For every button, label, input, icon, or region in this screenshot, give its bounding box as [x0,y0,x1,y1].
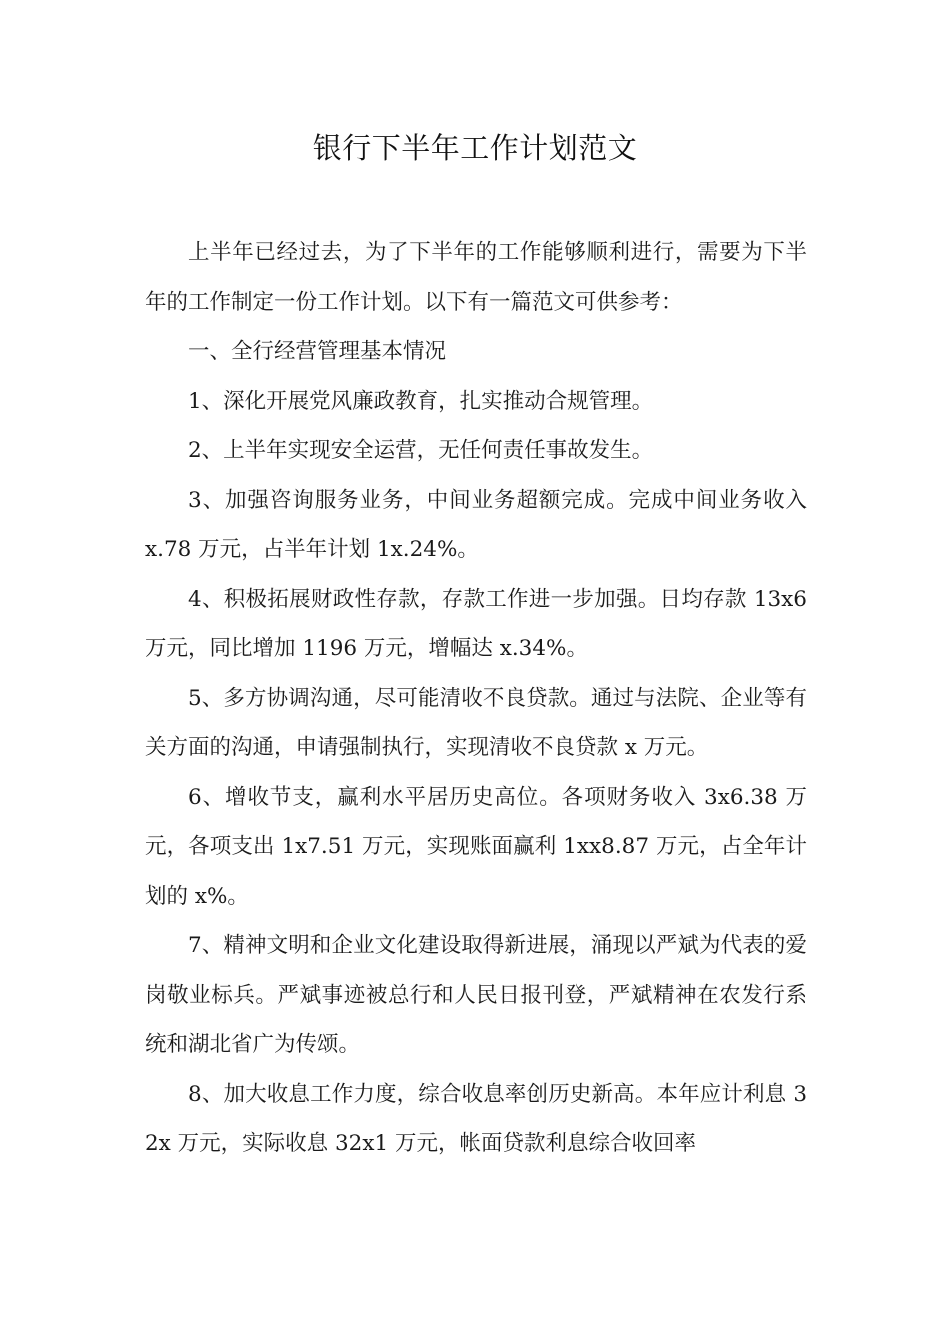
document-body [145,228,807,1169]
paragraph-intro: 上半年已经过去，为了下半年的工作能够顺利进行，需要为下半年的工作制定一份工作计划。以下有一篇范文可供参考： [145,240,807,315]
list-item: 5、多方协调沟通，尽可能清收不良贷款。通过与法院、企业等有关方面的沟通，申请强制执行，实现清收不良贷款 x 万元。 [145,685,807,760]
list-item: 4、积极拓展财政性存款，存款工作进一步加强。日均存款 13x6 万元，同比增加 1196 万元，增幅达 x.34%。 [145,586,807,661]
document-title: 银行下半年工作计划范文 [312,131,638,165]
list-item: 8、加大收息工作力度，综合收息率创历史新高。本年应计利息 32x 万元，实际收息 32x1 万元，帐面贷款利息综合收回率 [145,1081,807,1156]
list-item: 2、上半年实现安全运营，无任何责任事故发生。 [188,438,654,463]
list-item: 1、深化开展党风廉政教育，扎实推动合规管理。 [188,388,654,414]
list-item: 7、精神文明和企业文化建设取得新进展，涌现以严斌为代表的爱岗敬业标兵。严斌事迹被总行和人民日报刊登，严斌精神在农发行系统和湖北省广为传颂。 [145,933,807,1057]
list-item: 3、加强咨询服务业务，中间业务超额完成。完成中间业务收入 x.78 万元，占半年计划 1x.24%。 [145,487,807,562]
section-heading: 一、全行经营管理基本情况 [188,339,447,364]
list-item: 6、增收节支，赢利水平居历史高位。各项财务收入 3x6.38 万元，各项支出 1x7.51 万元，实现账面赢利 1xx8.87 万元，占全年计划的 x%。 [145,784,807,909]
